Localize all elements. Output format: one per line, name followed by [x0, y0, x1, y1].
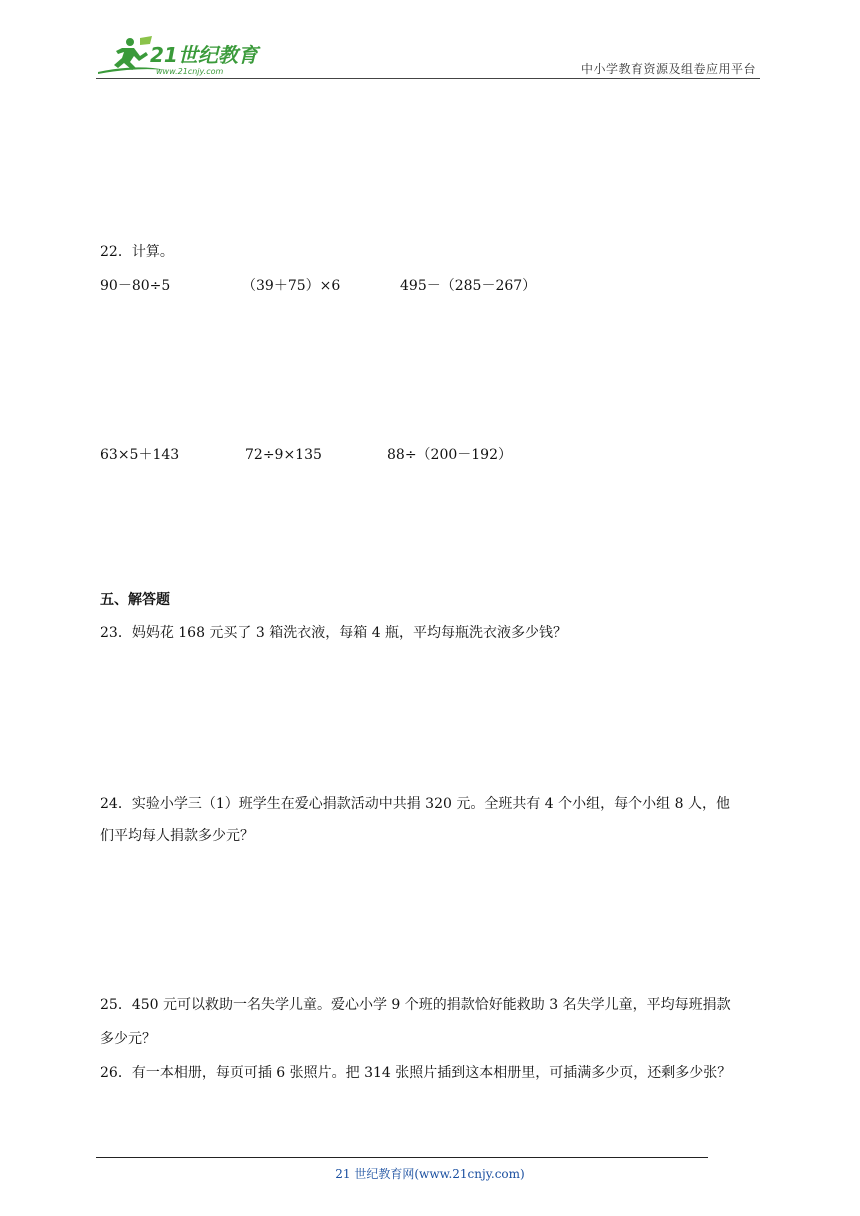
- question-25-line-2: 多少元？: [100, 1031, 156, 1047]
- svg-text:www.21cnjy.com: www.21cnjy.com: [156, 67, 224, 76]
- question-23: 23．妈妈花 168 元买了 3 箱洗衣液，每箱 4 瓶，平均每瓶洗衣液多少钱？: [100, 625, 568, 641]
- expression-3: 495－（285－267）: [400, 278, 537, 294]
- expression-6: 88÷（200－192）: [387, 447, 512, 463]
- question-24-line-1: 24．实验小学三（1）班学生在爱心捐款活动中共捐 320 元。全班共有 4 个小组，每个小组 8 人，他: [100, 796, 730, 812]
- question-24-line-2: 们平均每人捐款多少元？: [100, 828, 254, 844]
- footer-text[interactable]: 21 世纪教育网(www.21cnjy.com): [335, 1167, 525, 1181]
- question-25-line-1: 25．450 元可以救助一名失学儿童。爱心小学 9 个班的捐款恰好能救助 3 名失学儿童，平均每班捐款: [100, 997, 731, 1013]
- question-22-title: 22．计算。: [100, 244, 174, 260]
- header-divider: [96, 78, 760, 79]
- expression-4: 63×5＋143: [100, 447, 180, 463]
- expression-5: 72÷9×135: [245, 447, 322, 463]
- site-logo: [96, 34, 266, 78]
- runner-logo-icon: [96, 34, 266, 78]
- section-title: 五、解答题: [100, 592, 170, 608]
- expression-2: （39＋75）×6: [242, 278, 341, 294]
- question-26: 26．有一本相册，每页可插 6 张照片。把 314 张照片插到这本相册里，可插满多少页，还剩多少张？: [100, 1065, 732, 1081]
- expression-1: 90－80÷5: [100, 278, 171, 294]
- footer-divider: [96, 1157, 708, 1158]
- platform-name: 中小学教育资源及组卷应用平台: [580, 62, 756, 76]
- svg-text:21世纪教育: 21世纪教育: [150, 43, 258, 67]
